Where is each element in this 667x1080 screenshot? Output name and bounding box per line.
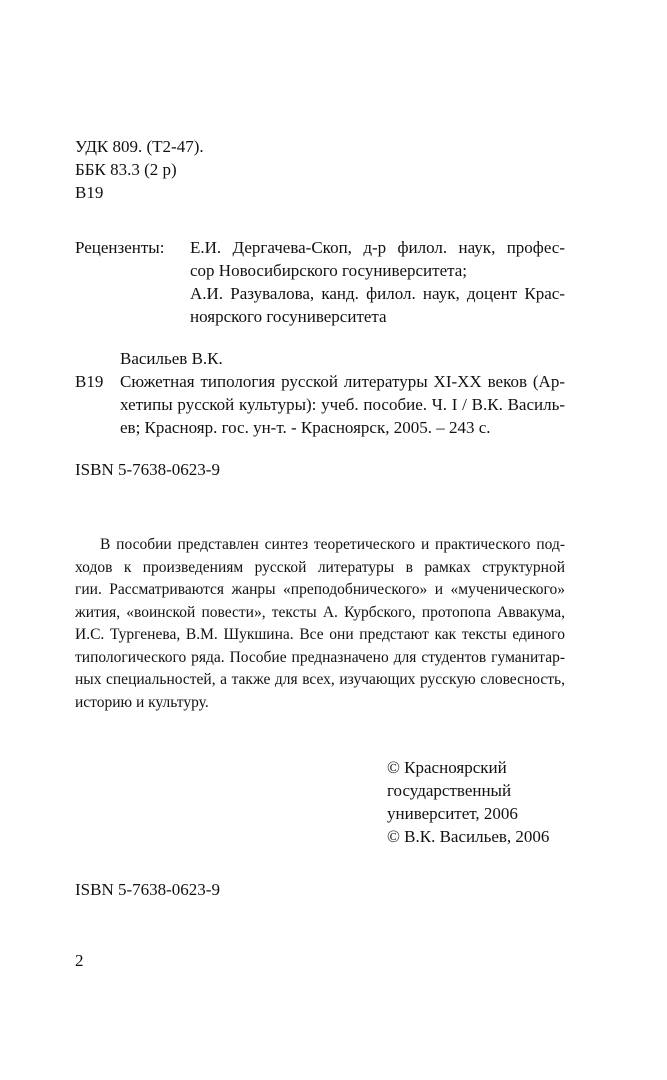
- copyright-line: государственный: [387, 781, 512, 800]
- annotation-line: жития, «воинской повести», тексты А. Курбского, протопопа Аввакума,: [75, 603, 565, 621]
- annotation-line: И.С. Тургенева, В.М. Шукшина. Все они предстают как тексты единого: [75, 626, 565, 643]
- udk-code: УДК 809. (Т2-47).: [75, 137, 204, 156]
- isbn-bottom: ISBN 5-7638-0623-9: [75, 880, 220, 899]
- annotation-line: ходов к произведениям русской литературы в рамках структурной: [75, 558, 565, 576]
- bib-author: Васильев В.К.: [120, 349, 223, 368]
- annotation-line: гии. Рассматриваются жанры «преподобнического» и «мученического»: [75, 581, 565, 598]
- copyright-line: университет, 2006: [387, 804, 518, 823]
- reviewer-line: сор Новосибирского госуниверситета;: [190, 261, 468, 280]
- reviewers-label: Рецензенты:: [75, 238, 165, 257]
- author-sign-top: В19: [75, 183, 104, 202]
- copyright-line: © Красноярский: [387, 758, 507, 777]
- bib-sign: В19: [75, 372, 104, 391]
- bbk-code: ББК 83.3 (2 р): [75, 160, 177, 179]
- reviewer-line: ноярского госуниверситета: [190, 307, 387, 326]
- annotation: [75, 535, 565, 715]
- bib-line: хетипы русской культуры): учеб. пособие. Ч. I / В.К. Василь-: [120, 395, 565, 414]
- copyright-line: © В.К. Васильев, 2006: [387, 827, 550, 846]
- annotation-line: В пособии представлен синтез теоретического и практического под-: [100, 536, 565, 553]
- reviewer-line: А.И. Разувалова, канд. филол. наук, доцент Крас-: [190, 284, 565, 303]
- bib-line: Сюжетная типология русской литературы XI-XX веков (Ар-: [120, 372, 565, 391]
- isbn-top: ISBN 5-7638-0623-9: [75, 460, 220, 479]
- bib-line: ев; Краснояр. гос. ун-т. - Красноярск, 2005. – 243 с.: [120, 418, 491, 437]
- annotation-line: ных специальностей, а также для всех, изучающих русскую словесность,: [75, 671, 565, 688]
- page-number: 2: [75, 951, 84, 970]
- annotation-line: историю и культуру.: [75, 693, 209, 711]
- annotation-line: типологического ряда. Пособие предназначено для студентов гуманитар-: [75, 648, 565, 666]
- reviewer-line: Е.И. Дергачева-Скоп, д-р филол. наук, профес-: [190, 238, 565, 257]
